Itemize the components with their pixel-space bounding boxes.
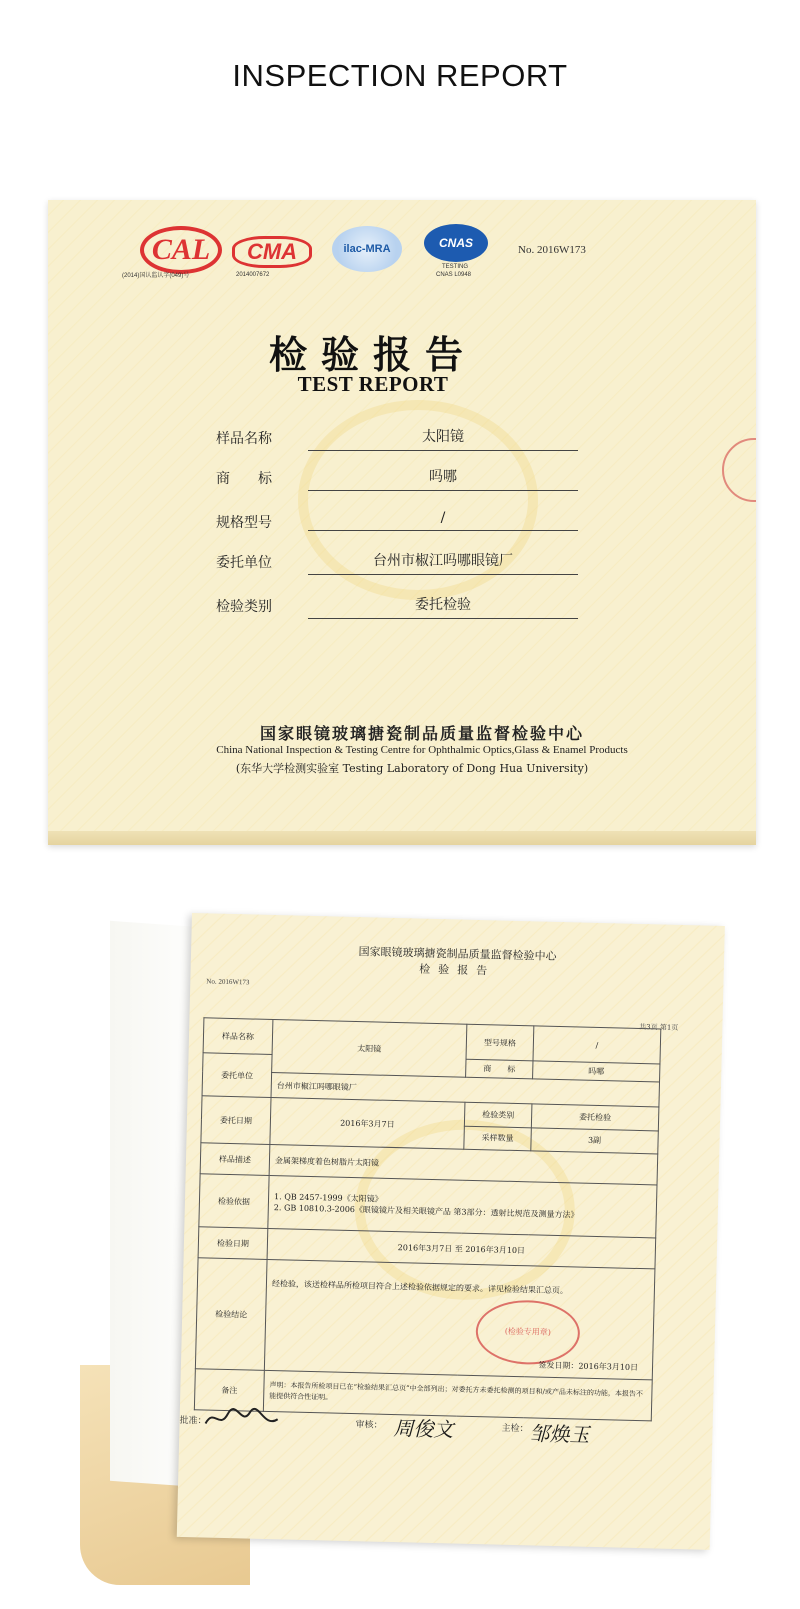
cover-title-en: TEST REPORT <box>297 372 449 396</box>
inner-heading-issuer: 国家眼镜玻璃搪瓷制品质量监督检验中心 <box>358 945 557 963</box>
issuer-name-en: China National Inspection & Testing Centre for Ophthalmic Optics,Glass & Enamel Products <box>216 744 628 756</box>
review-label: 审核： <box>355 1420 383 1431</box>
field-value: 委托检验 <box>308 594 578 619</box>
field-value: / <box>308 510 578 531</box>
table-cell-value: 2016年3月7日 至 2016年3月10日 <box>267 1228 656 1268</box>
issue-date: 签发日期：2016年3月10日 <box>538 1360 639 1373</box>
cover-title-cn: 检验报告 <box>268 332 477 377</box>
report-inner-page <box>177 913 725 1550</box>
field-label: 商 标 <box>216 471 272 487</box>
cnas-logo-caption-2: CNAS L0948 <box>436 272 472 278</box>
report-cover <box>48 200 756 845</box>
basis-line: 1. QB 2457-1999《太阳镜》 <box>273 1192 383 1204</box>
table-cell-label: 检验日期 <box>198 1227 268 1260</box>
table-cell-label: 检验类别 <box>464 1102 532 1127</box>
approver-signature <box>201 1403 282 1433</box>
field-label: 规格型号 <box>216 515 272 531</box>
conclusion-text: 经检验，该送检样品所检项目符合上述检验依据规定的要求。详见检验结果汇总页。 <box>271 1279 568 1296</box>
table-cell-label: 型号规格 <box>466 1024 534 1061</box>
inner-heading-title: 检验报告 <box>419 962 496 978</box>
table-cell-label: 委托单位 <box>202 1053 272 1098</box>
table-cell-value: 2016年3月7日 <box>270 1097 465 1149</box>
table-cell-label: 检验结论 <box>195 1258 267 1371</box>
cnas-logo-caption-1: TESTING <box>442 264 469 270</box>
issuer-lab: (东华大学检测实验室 Testing Laboratory of Dong Hua University) <box>235 762 589 775</box>
basis-line: 2. GB 10810.3-2006《眼镜镜片及相关眼镜产品 第3部分：透射比规范及测量方法》 <box>273 1203 579 1220</box>
table-row <box>195 1258 655 1380</box>
field-value: 台州市椒江吗哪眼镜厂 <box>308 550 578 575</box>
table-cell-value <box>268 1175 657 1237</box>
field-value: 吗哪 <box>308 466 578 491</box>
cover-page-edge <box>48 831 756 845</box>
inspection-stamp: (检验专用章) <box>475 1299 581 1366</box>
inner-report-number: No. 2016W173 <box>206 977 250 987</box>
cal-logo: CAL <box>140 226 222 274</box>
table-cell-value: 金属架梯度着色树脂片太阳镜 <box>269 1144 658 1184</box>
table-cell-label: 委托日期 <box>201 1096 271 1145</box>
table-cell-value: 吗哪 <box>533 1061 660 1082</box>
field-label: 委托单位 <box>216 555 272 571</box>
report-table <box>194 1017 661 1421</box>
table-cell-value <box>264 1259 655 1379</box>
cal-logo-caption: (2014)国认监认字(049)号 <box>122 273 190 279</box>
open-report-photo <box>80 905 730 1585</box>
field-value: 太阳镜 <box>308 426 578 451</box>
inspector-signature: 邹焕玉 <box>529 1421 590 1447</box>
red-stamp-edge <box>722 438 756 502</box>
table-cell-label: 备注 <box>194 1369 264 1412</box>
table-cell-label: 商 标 <box>466 1059 533 1079</box>
table-cell-label: 样品描述 <box>200 1143 270 1176</box>
field-label: 检验类别 <box>216 599 272 615</box>
field-label: 样品名称 <box>216 431 272 447</box>
table-cell-value: 台州市椒江吗哪眼镜厂 <box>271 1072 659 1106</box>
table-cell-value: / <box>533 1026 661 1064</box>
cma-logo: CMA <box>232 236 312 268</box>
cma-logo-caption: 2014007672 <box>236 272 270 278</box>
approve-label: 批准： <box>179 1415 207 1427</box>
issuer-name-cn: 国家眼镜玻璃搪瓷制品质量监督检验中心 <box>259 724 584 743</box>
table-cell-label: 样品名称 <box>203 1018 273 1055</box>
table-cell-value: 声明：本报告所检项目已在“检验结果汇总页”中全部列出；对委托方未委托检测的项目和/或产品未标注的功能，本报告不能提供符合性证明。 <box>263 1370 652 1420</box>
ilac-mra-logo: ilac-MRA <box>332 226 402 272</box>
table-cell-value: 3副 <box>531 1127 659 1154</box>
table-cell-value: 委托检验 <box>531 1104 659 1131</box>
cnas-logo: CNAS <box>424 224 488 262</box>
reviewer-signature: 周俊文 <box>393 1416 454 1442</box>
page-title: INSPECTION REPORT <box>232 58 568 93</box>
page-count: 共3页 第1页 <box>639 1022 679 1032</box>
table-cell-label: 检验依据 <box>199 1174 269 1229</box>
table-cell-label: 采样数量 <box>464 1126 532 1151</box>
report-number: No. 2016W173 <box>518 244 586 256</box>
table-cell-value: 太阳镜 <box>272 1020 467 1078</box>
check-label: 主检： <box>501 1423 529 1435</box>
